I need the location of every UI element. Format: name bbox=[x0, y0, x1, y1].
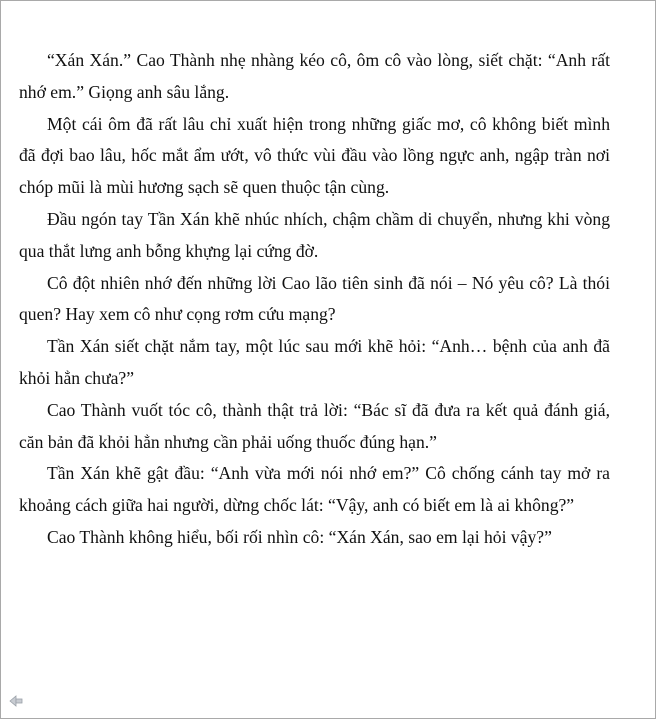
paragraph: Tần Xán khẽ gật đầu: “Anh vừa mới nói nhớ em?” Cô chống cánh tay mở ra khoảng cách giữa hai người, dừng chốc lát: “Vậy, anh có biết em là ai không?” bbox=[19, 463, 610, 516]
paragraph: Cô đột nhiên nhớ đến những lời Cao lão tiên sinh đã nói – Nó yêu cô? Là thói quen? Hay xem cô như cọng rơm cứu mạng? bbox=[19, 272, 610, 325]
paragraph: Một cái ôm đã rất lâu chỉ xuất hiện trong những giấc mơ, cô không biết mình đã đợi bao lâu, hốc mắt ẩm ướt, vô thức vùi đầu vào lồng ngực anh, ngập tràn nơi chóp mũi là mùi hương sạch sẽ quen thuộc tận cùng. bbox=[19, 113, 610, 198]
paragraph: Đầu ngón tay Tần Xán khẽ nhúc nhích, chậm chầm di chuyển, nhưng khi vòng qua thắt lưng anh bỗng khựng lại cứng đờ. bbox=[19, 208, 610, 261]
paragraph: Cao Thành vuốt tóc cô, thành thật trả lời: “Bác sĩ đã đưa ra kết quả đánh giá, căn bản đã khỏi hẳn nhưng cần phải uống thuốc đúng hạn.” bbox=[19, 399, 610, 452]
paragraph: Tần Xán siết chặt nắm tay, một lúc sau mới khẽ hỏi: “Anh… bệnh của anh đã khỏi hẳn chưa?” bbox=[19, 336, 610, 388]
back-arrow-icon[interactable] bbox=[9, 694, 25, 708]
paragraph: Cao Thành không hiểu, bối rối nhìn cô: “Xán Xán, sao em lại hỏi vậy?” bbox=[47, 526, 552, 547]
document-body bbox=[19, 45, 610, 554]
paragraph: “Xán Xán.” Cao Thành nhẹ nhàng kéo cô, ôm cô vào lòng, siết chặt: “Anh rất nhớ em.” Giọng anh sâu lắng. bbox=[19, 50, 610, 102]
